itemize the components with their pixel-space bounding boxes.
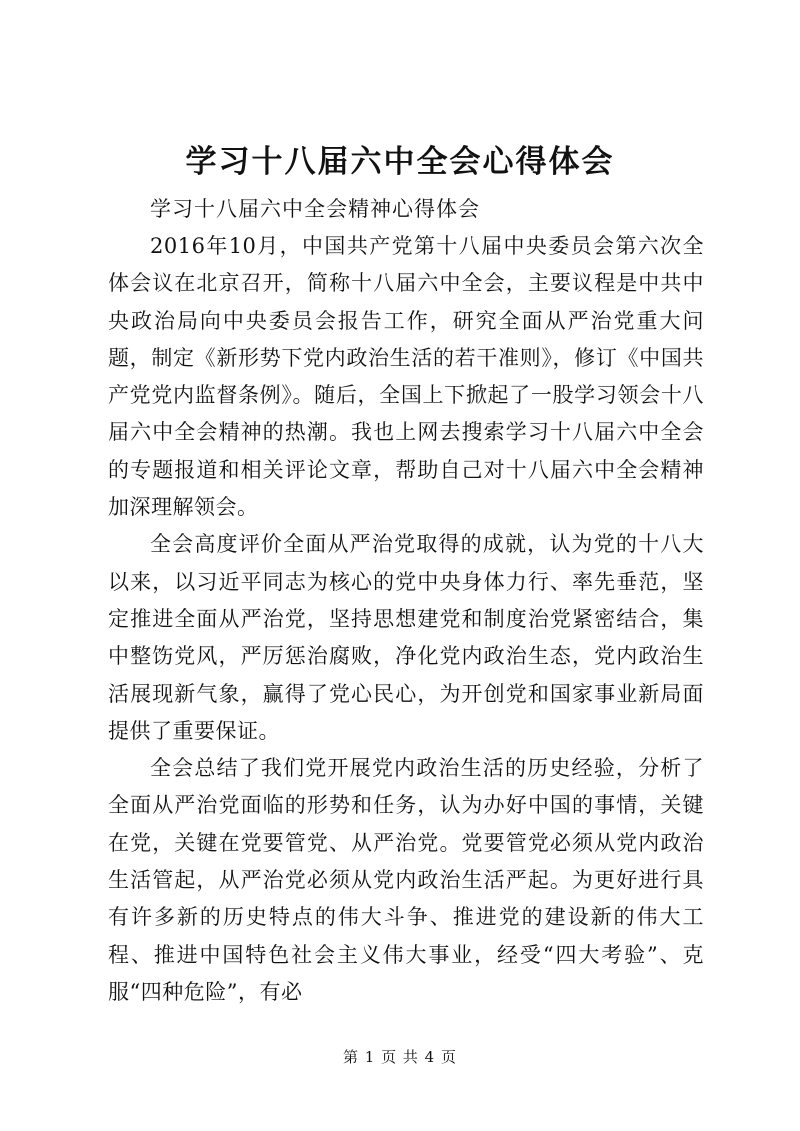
- paragraph-3: 全会总结了我们党开展党内政治生活的历史经验，分析了全面从严治党面临的形势和任务，认为办好中国的事情，关键在党，关键在党要管党、从严治党。党要管党必须从党内政治生活管起，从严治党必须从党内政治生活严起。为更好进行具有许多新的历史特点的伟大斗争、推进党的建设新的伟大工程、推进中国特色社会主义伟大事业，经受“四大考验”、克服“四种危险”，有必: [108, 756, 704, 1004]
- page-number-footer: 第 1 页 共 4 页: [343, 1048, 457, 1066]
- document-subtitle: 学习十八届六中全会精神心得体会: [150, 197, 480, 221]
- document-body: [108, 191, 704, 1011]
- page-title: 学习十八届六中全会心得体会: [185, 144, 615, 180]
- paragraph-2: 全会高度评价全面从严治党取得的成就，认为党的十八大以来，以习近平同志为核心的党中央身体力行、率先垂范，坚定推进全面从严治党，坚持思想建党和制度治党紧密结合，集中整饬党风，严厉惩治腐败，净化党内政治生态，党内政治生活展现新气象，赢得了党心民心，为开创党和国家事业新局面提供了重要保证。: [108, 532, 704, 743]
- paragraph-1: 2016年10月，中国共产党第十八届中央委员会第六次全体会议在北京召开，简称十八届六中全会，主要议程是中共中央政治局向中央委员会报告工作，研究全面从严治党重大问题，制定《新形势下党内政治生活的若干准则》，修订《中国共产党党内监督条例》。随后，全国上下掀起了一股学习领会十八届六中全会精神的热潮。我也上网去搜索学习十八届六中全会的专题报道和相关评论文章，帮助自己对十八届六中全会精神加深理解领会。: [108, 234, 704, 520]
